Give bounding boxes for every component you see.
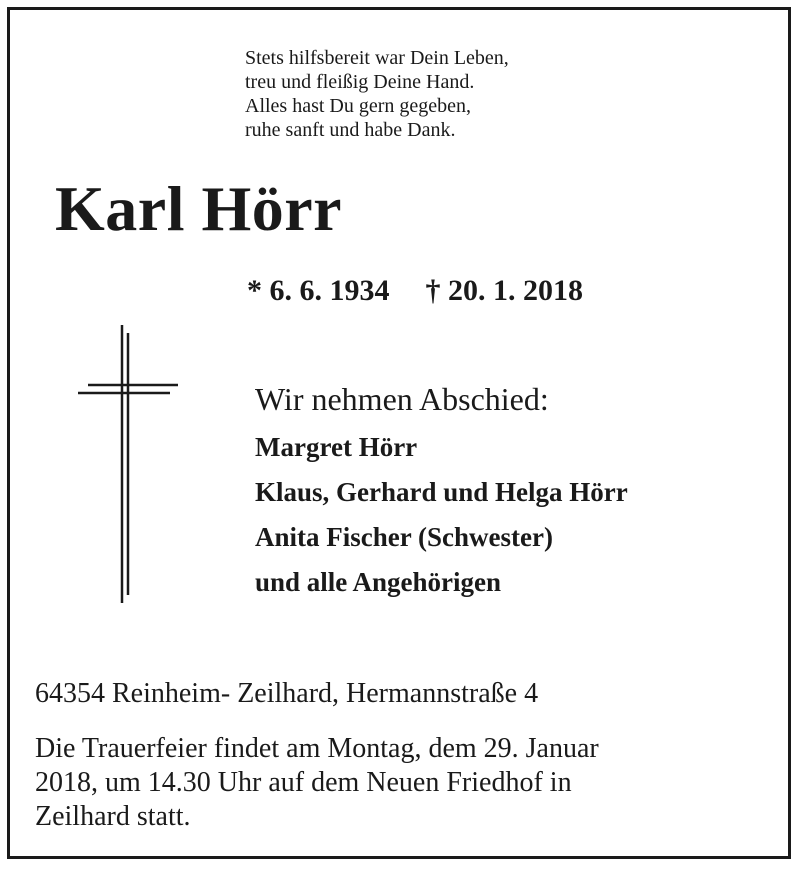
mourner-list bbox=[255, 425, 628, 605]
service-line: 2018, um 14.30 Uhr auf dem Neuen Friedhof in bbox=[35, 767, 572, 798]
verse-line: treu und fleißig Deine Hand. bbox=[245, 71, 475, 93]
death-date: † 20. 1. 2018 bbox=[425, 274, 583, 307]
mourner-name: und alle Angehörigen bbox=[255, 567, 502, 597]
mourner-name: Margret Hörr bbox=[255, 432, 418, 462]
mourner-name: Anita Fischer (Schwester) bbox=[255, 522, 553, 552]
memorial-verse bbox=[245, 46, 509, 142]
verse-line: ruhe sanft und habe Dank. bbox=[245, 119, 456, 141]
service-line: Die Trauerfeier findet am Montag, dem 29. Januar bbox=[35, 733, 599, 764]
life-dates bbox=[247, 273, 583, 309]
birth-date: * 6. 6. 1934 bbox=[247, 274, 390, 307]
verse-line: Stets hilfsbereit war Dein Leben, bbox=[245, 47, 509, 69]
funeral-service-info bbox=[35, 732, 755, 834]
cross-icon bbox=[78, 325, 178, 603]
deceased-name: Karl Hörr bbox=[55, 173, 343, 244]
farewell-heading: Wir nehmen Abschied: bbox=[255, 381, 549, 417]
service-line: Zeilhard statt. bbox=[35, 801, 191, 832]
mourner-name: Klaus, Gerhard und Helga Hörr bbox=[255, 477, 628, 507]
address: 64354 Reinheim- Zeilhard, Hermannstraße 4 bbox=[35, 678, 539, 709]
verse-line: Alles hast Du gern gegeben, bbox=[245, 95, 472, 117]
